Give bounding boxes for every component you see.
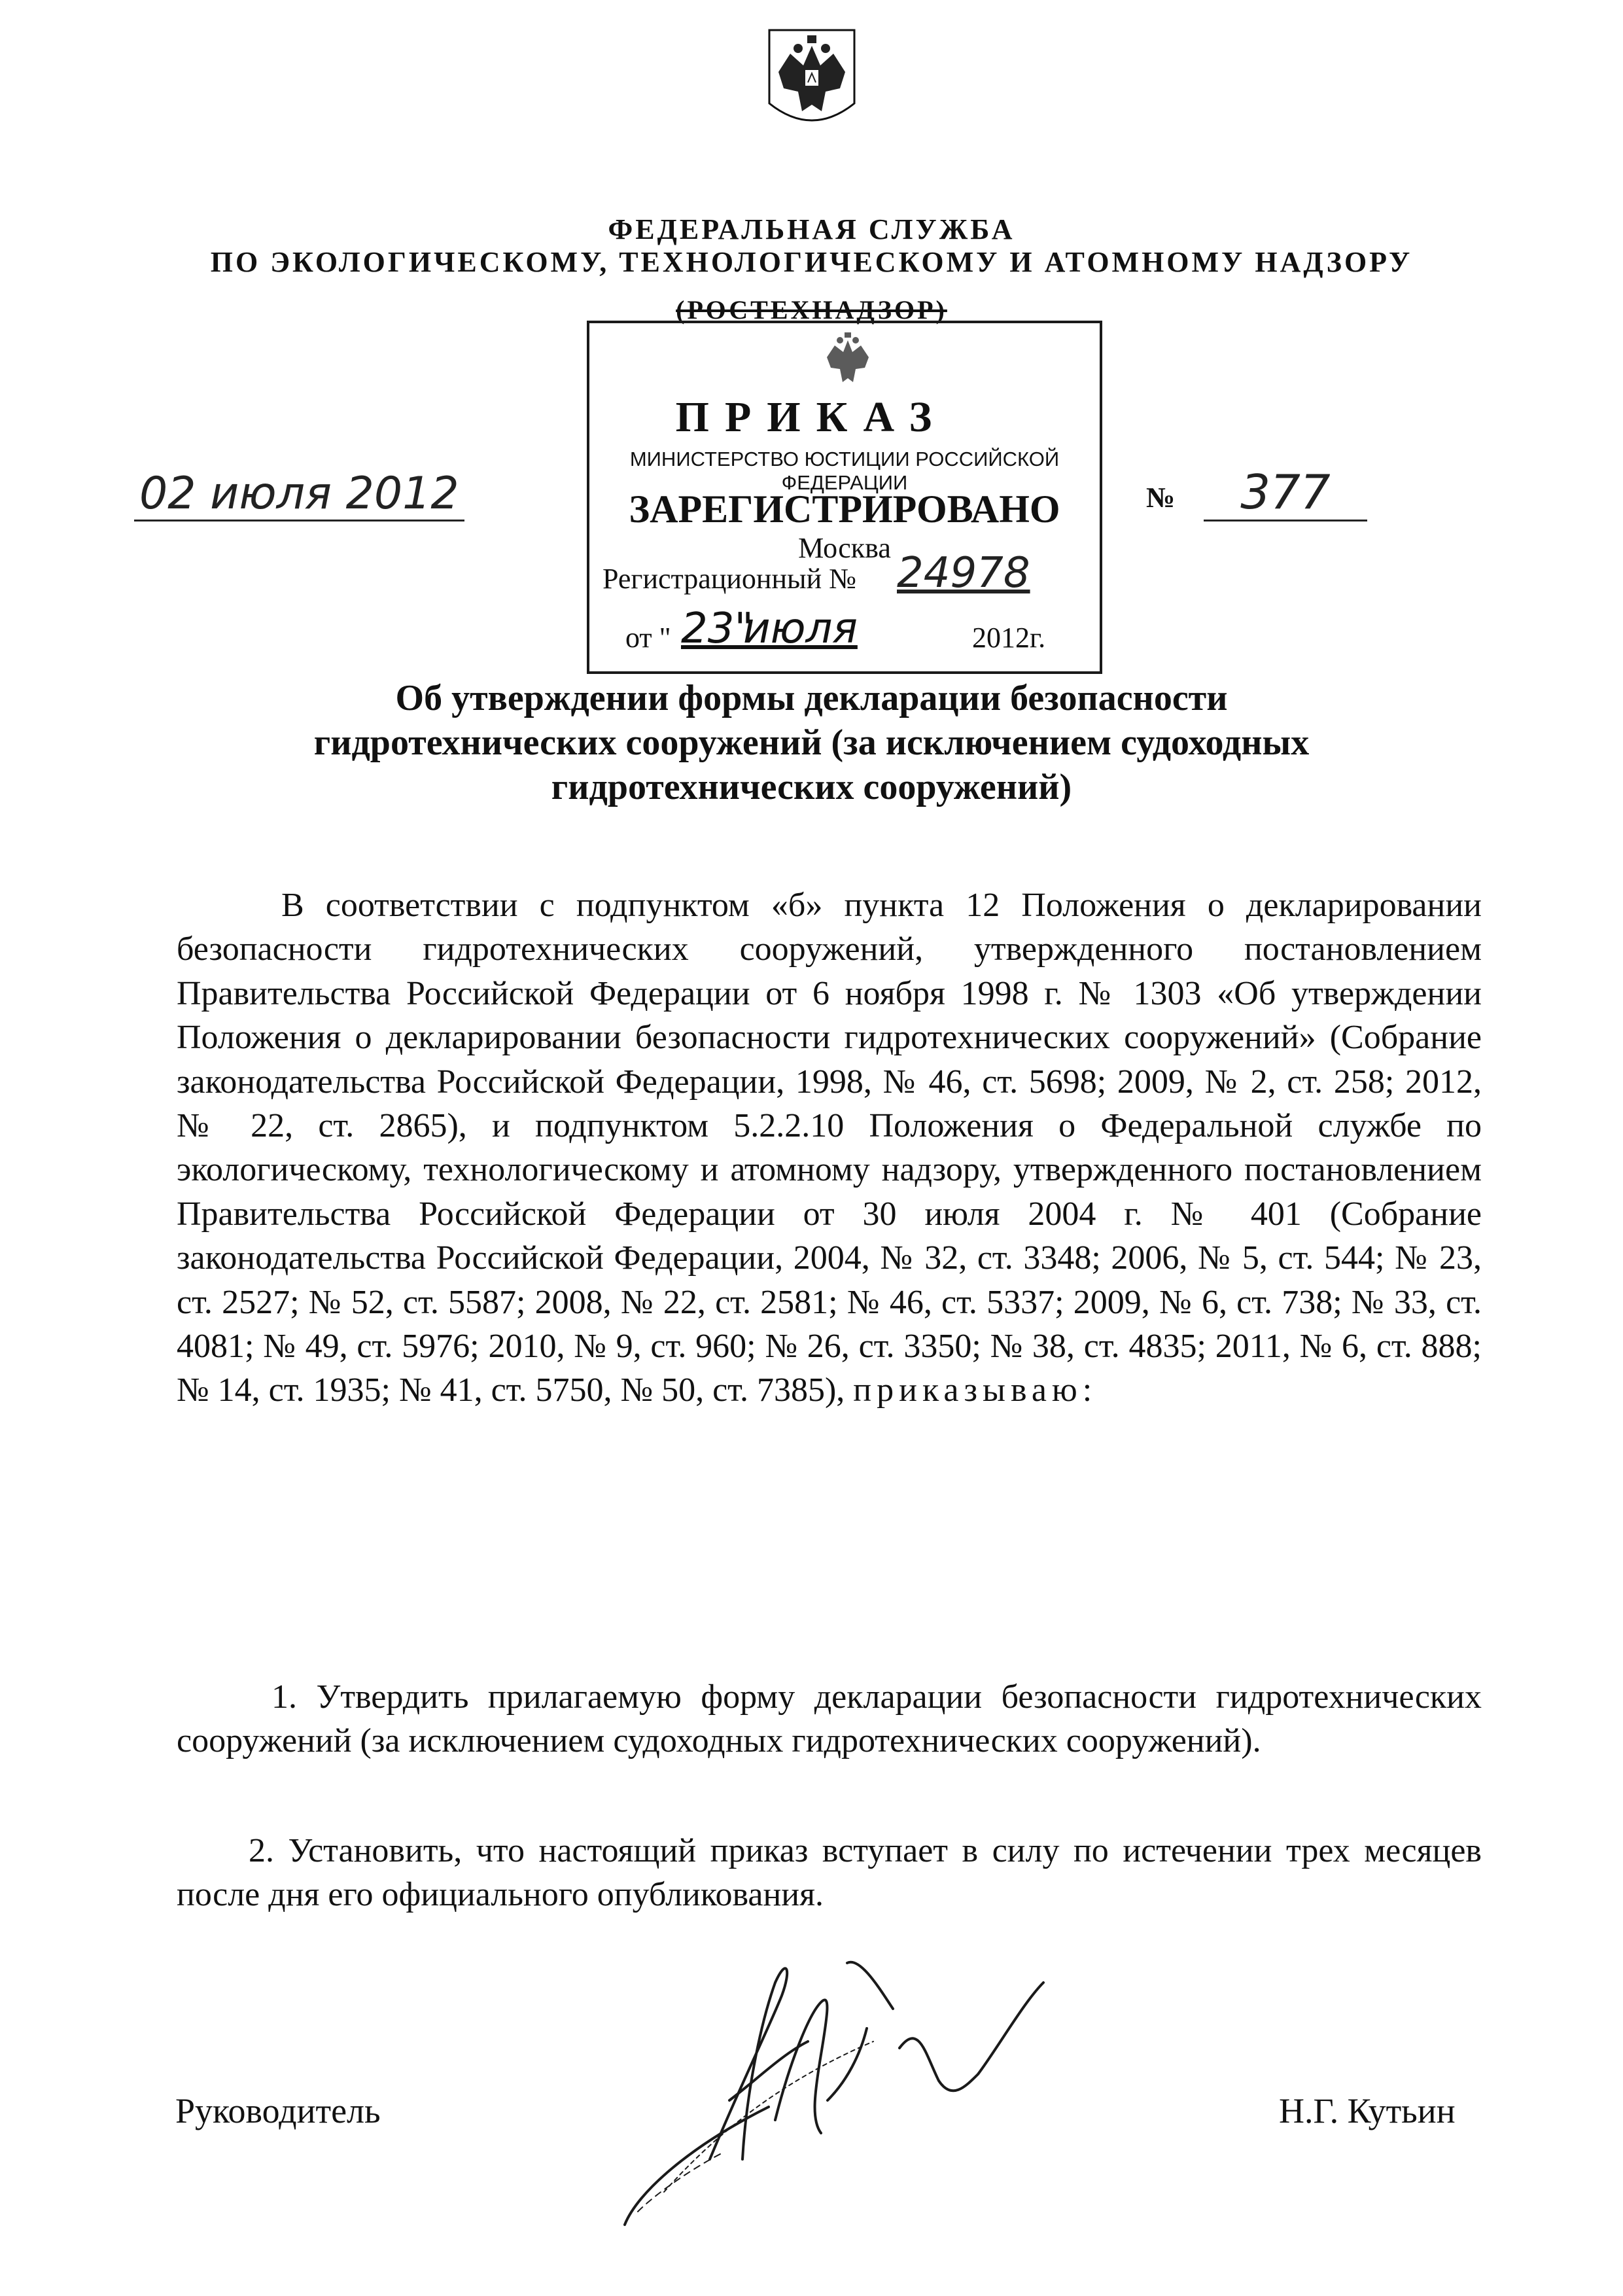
document-title-line2: гидротехнических сооружений (за исключением судоходных xyxy=(313,722,1310,763)
signatory-role: Руководитель xyxy=(175,2091,381,2130)
agency-name-line2: ПО ЭКОЛОГИЧЕСКОМУ, ТЕХНОЛОГИЧЕСКОМУ И АТОМНОМУ НАДЗОРУ xyxy=(210,246,1413,278)
agency-name-line1: ФЕДЕРАЛЬНАЯ СЛУЖБА xyxy=(608,213,1015,245)
stamp-regno-value: 24978 xyxy=(897,549,1030,597)
registration-stamp xyxy=(587,321,1102,674)
stamp-date-month: июля xyxy=(743,605,858,653)
order-number-label: № xyxy=(1146,482,1176,514)
order-item-2: 2. Установить, что настоящий приказ вступает в силу по истечении трех месяцев после дня его официального опубликования. xyxy=(177,1832,1482,1914)
stamp-date-day: 23" xyxy=(681,605,754,653)
order-date: 02 июля 2012 xyxy=(134,468,464,521)
stamp-date-label: от " xyxy=(625,622,671,654)
signatory-name: Н.Г. Кутьин xyxy=(1279,2091,1456,2130)
document-title-line1: Об утверждении формы декларации безопасности xyxy=(395,678,1228,718)
preamble-text: В соответствии с подпунктом «б» пункта 12 Положения о декларировании безопасности гидротехнических сооружений, утвержденного постановлением Правительства Российской Федерации от 6 ноября 1998 г. № 1303 «Об утверждении Положения о декларировании безопасности гидротехнических сооружений» (Собрание законодательства Российской Федерации, 1998, № 46, ст. 5698; 2009, № 2, ст. 258; 2012, № 22, ст. 2865), и подпунктом 5.2.2.10 Положения о Федеральной службе по экологическому, технологическому и атомному надзору, утвержденного постановлением Правительства Российской Федерации от 30 июля 2004 г. № 401 (Собрание законодательства Российской Федерации, 2004, № 32, ст. 3348; 2006, № 5, ст. 544; № 23, ст. 2527; № 52, ст. 5587; 2008, № 22, ст. 2581; № 46, ст. 5337; 2009, № 6, ст. 738; № 33, ст. 4081; № 49, ст. 5976; 2010, № 9, ст. 960; № 26, ст. 3350; № 38, ст. 4835; 2011, № 6, ст. 888; № 14, ст. 1935; № 41, ст. 5750, № 50, ст. 7385), xyxy=(177,887,1482,1409)
stamp-regno-label: Регистрационный № xyxy=(602,563,857,595)
document-type-heading: ПРИКАЗ xyxy=(675,393,948,441)
agency-abbreviation: (РОСТЕХНАДЗОР) xyxy=(676,295,947,325)
stamp-date-year: 2012г. xyxy=(972,622,1046,654)
stamp-emblem-icon xyxy=(822,331,874,385)
document-title-line3: гидротехнических сооружений) xyxy=(551,767,1072,807)
stamp-registered: ЗАРЕГИСТРИРОВАНО xyxy=(629,487,1060,531)
order-item-1: 1. Утвердить прилагаемую форму декларации безопасности гидротехнических сооружений (за исключением судоходных гидротехнических сооружений). xyxy=(177,1678,1482,1760)
stamp-city: Москва xyxy=(798,532,891,564)
preamble-paragraph xyxy=(177,883,1482,1413)
coat-of-arms-emblem xyxy=(764,26,860,131)
order-number: 377 xyxy=(1204,465,1367,521)
directive-word: приказываю: xyxy=(853,1371,1098,1409)
handwritten-signature xyxy=(612,1884,1083,2251)
stamp-ministry: МИНИСТЕРСТВО ЮСТИЦИИ РОССИЙСКОЙ ФЕДЕРАЦИИ xyxy=(629,448,1060,494)
